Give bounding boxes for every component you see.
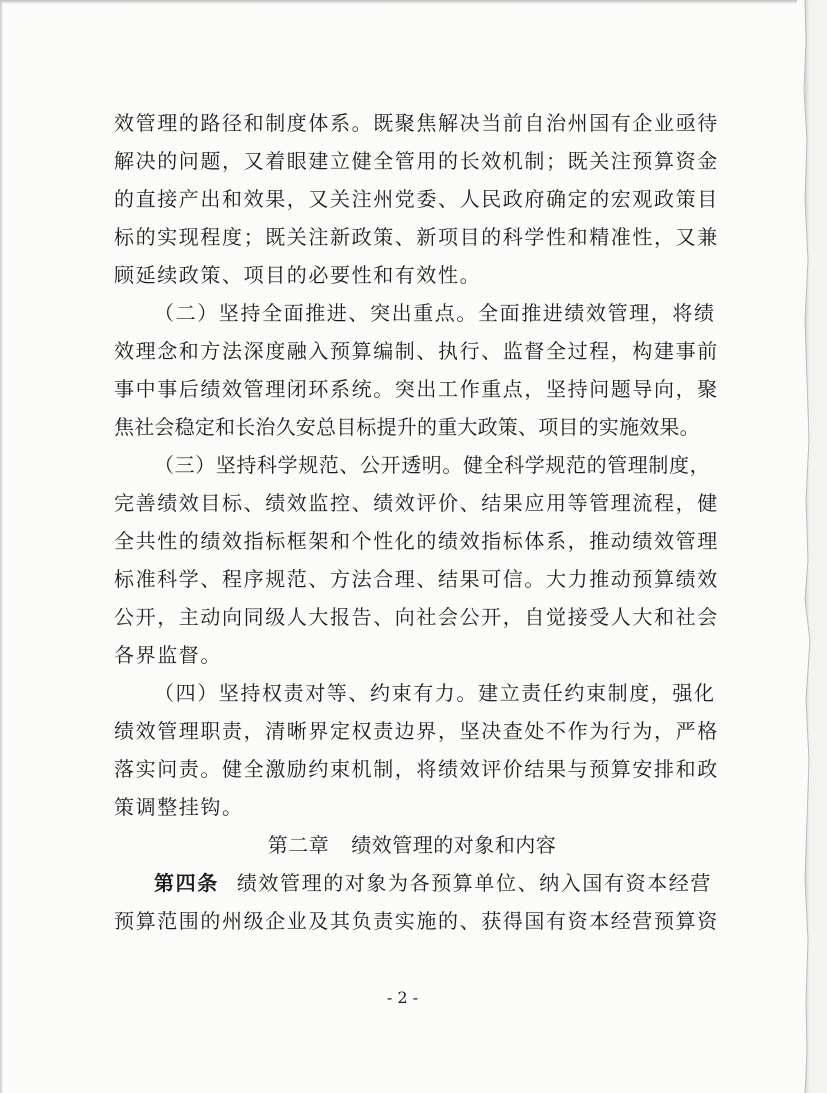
text-line: 解决的问题，又着眼建立健全管用的长效机制；既关注预算资金 [114,149,719,173]
text-line: 焦社会稳定和长治久安总目标提升的重大政策、项目的实施效果。 [114,415,700,439]
article-4 [114,864,719,940]
paragraph-principle-4 [114,674,719,826]
scan-top-shadow [0,0,805,4]
text-line: 落实问责。健全激励约束机制，将绩效评价结果与预算安排和政 [114,757,719,781]
article-label: 第四条 [154,871,219,895]
text-line: （三）坚持科学规范、公开透明。健全科学规范的管理制度， [154,453,711,477]
text-line: 策调整挂钩。 [114,795,244,819]
text-line: 各界监督。 [114,643,222,667]
text-line: 顾延续政策、项目的必要性和有效性。 [114,263,482,287]
text-line: 事中事后绩效管理闭环系统。突出工作重点，坚持问题导向，聚 [114,377,719,401]
text-line: 效理念和方法深度融入预算编制、执行、监督全过程，构建事前 [114,339,719,363]
chapter-number: 第二章 [267,833,330,857]
text-line: 标的实现程度；既关注新政策、新项目的科学性和精准性，又兼 [114,225,719,249]
page-number: - 2 - [386,988,419,1007]
text-line [114,864,713,902]
text-line: 公开，主动向同级人大报告、向社会公开，自觉接受人大和社会 [114,605,719,629]
scan-left-shadow [0,0,3,1093]
text-line: 全共性的绩效指标框架和个性化的绩效指标体系，推动绩效管理 [114,529,719,553]
text-line: 标准科学、程序规范、方法合理、结果可信。大力推动预算绩效 [114,567,719,591]
text-line: 预算范围的州级企业及其负责实施的、获得国有资本经营预算资 [114,909,719,933]
paragraph-principle-3 [114,446,719,674]
text-line: （四）坚持权责对等、约束有力。建立责任约束制度，强化 [154,681,716,705]
chapter-title: 绩效管理的对象和内容 [351,833,557,857]
text-line: 效管理的路径和制度体系。既聚焦解决当前自治州国有企业亟待 [114,111,719,135]
torn-paper-edge [797,0,827,1093]
article-text: 绩效管理的对象为各预算单位、纳入国有资本经营 [236,871,713,895]
paragraph-intro [114,104,719,294]
text-line: 完善绩效目标、绩效监控、绩效评价、结果应用等管理流程，健 [114,491,719,515]
text-line: （二）坚持全面推进、突出重点。全面推进绩效管理，将绩 [154,301,716,325]
paragraph-principle-2 [114,294,719,446]
chapter-heading [114,826,710,864]
text-line: 的直接产出和效果，又关注州党委、人民政府确定的宏观政策目 [114,187,719,211]
page-body [114,104,719,940]
text-line: 绩效管理职责，清晰界定权责边界，坚决查处不作为行为，严格 [114,719,719,743]
